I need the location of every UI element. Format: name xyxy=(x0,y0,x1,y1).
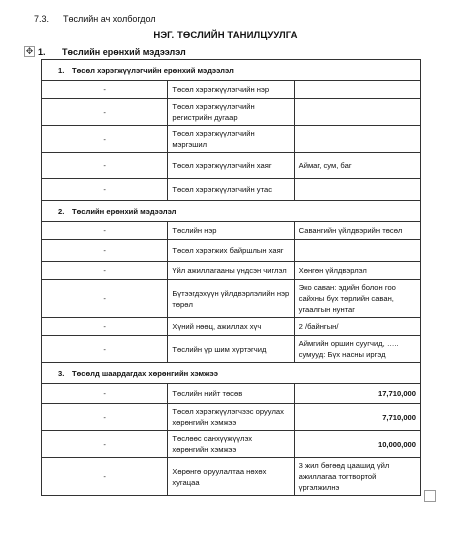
row-label: Хүний нөөц, ажиллах хүч xyxy=(168,318,294,336)
table-row xyxy=(42,336,421,363)
row-dash: - xyxy=(42,384,168,404)
row-label: Төсөл хэрэгжүүлэгчийн нэр xyxy=(168,81,294,99)
section-number: 1. xyxy=(38,47,46,57)
subsection-number: 1. xyxy=(58,65,65,75)
row-label: Хөрөнгө оруулалтаа нөхөх хугацаа xyxy=(168,458,294,496)
row-value[interactable]: 17,710,000 xyxy=(294,384,420,404)
row-value[interactable]: 10,000,000 xyxy=(294,431,420,458)
table-row xyxy=(42,179,421,201)
row-value[interactable]: Аймаг, сум, баг xyxy=(294,153,420,179)
row-label: Төслөөс санхүүжүүлэх хөрөнгийн хэмжээ xyxy=(168,431,294,458)
row-label: Төслийн нэр xyxy=(168,222,294,240)
subsection-row-2 xyxy=(42,201,421,222)
row-label: Төсөл хэрэгжүүлэгчийн регистрийн дугаар xyxy=(168,99,294,126)
row-dash: - xyxy=(42,153,168,179)
table-row xyxy=(42,262,421,280)
row-dash: - xyxy=(42,179,168,201)
row-label: Төсөл хэрэгжүүлэгчээс оруулах хөрөнгийн хэмжээ xyxy=(168,404,294,431)
row-value[interactable]: Хөнгөн үйлдвэрлэл xyxy=(294,262,420,280)
row-dash: - xyxy=(42,99,168,126)
subsection-number: 3. xyxy=(58,368,65,378)
item-7-3-line xyxy=(34,14,156,24)
row-dash: - xyxy=(42,318,168,336)
row-label: Төсөл хэрэгжүүлэгчийн утас xyxy=(168,179,294,201)
row-dash: - xyxy=(42,222,168,240)
table-row xyxy=(42,222,421,240)
section-label: Төслийн ерөнхий мэдээлэл xyxy=(62,47,186,57)
row-dash: - xyxy=(42,280,168,318)
row-label: Төслийн үр шим хүртэгчид xyxy=(168,336,294,363)
row-label: Төсөл хэрэгжих байршлын хаяг xyxy=(168,240,294,262)
table-row xyxy=(42,404,421,431)
item-number: 7.3. xyxy=(34,14,50,24)
row-label: Төсөл хэрэгжүүлэгчийн мэргэшил xyxy=(168,126,294,153)
row-value[interactable]: Савангийн үйлдвэрийн төсөл xyxy=(294,222,420,240)
row-label: Бүтээгдэхүүн үйлдвэрлэлийн нэр төрөл xyxy=(168,280,294,318)
subsection-label: Төсөлд шаардагдах хөрөнгийн хэмжээ xyxy=(72,368,218,378)
table-row xyxy=(42,318,421,336)
row-value[interactable]: Эко саван: эдийн болон гоо сайхны бүх төрлийн саван, угаалгын нунтаг xyxy=(294,280,420,318)
table-row xyxy=(42,280,421,318)
table-row xyxy=(42,81,421,99)
document-title: НЭГ. ТӨСЛИЙН ТАНИЛЦУУЛГА xyxy=(153,30,298,41)
table-row xyxy=(42,384,421,404)
section-heading xyxy=(38,47,186,57)
table-row xyxy=(42,431,421,458)
table-row xyxy=(42,126,421,153)
row-value[interactable]: 3 жил бөгөөд цаашид үйл ажиллагаа тогтвортой үргэлжилнэ xyxy=(294,458,420,496)
table-row xyxy=(42,458,421,496)
row-dash: - xyxy=(42,126,168,153)
row-dash: - xyxy=(42,458,168,496)
table-resize-handle-icon[interactable] xyxy=(424,490,436,502)
row-dash: - xyxy=(42,81,168,99)
item-text: Төслийн ач холбогдол xyxy=(63,14,156,24)
subsection-label: Төсөл хэрэгжүүлэгчийн ерөнхий мэдээлэл xyxy=(72,65,234,75)
row-value[interactable]: Аймгийн оршин суугчид, ….. сумууд: Бүх насны иргэд xyxy=(294,336,420,363)
subsection-row-1 xyxy=(42,60,421,81)
project-info-table xyxy=(41,59,421,496)
row-value[interactable] xyxy=(294,240,420,262)
table-move-handle-icon[interactable]: ✥ xyxy=(25,46,34,56)
row-dash: - xyxy=(42,404,168,431)
subsection-row-3 xyxy=(42,363,421,384)
table-row xyxy=(42,99,421,126)
table-row xyxy=(42,153,421,179)
row-dash: - xyxy=(42,431,168,458)
subsection-label: Төслийн ерөнхий мэдээлэл xyxy=(72,206,177,216)
row-value[interactable] xyxy=(294,99,420,126)
row-value[interactable] xyxy=(294,81,420,99)
row-value[interactable] xyxy=(294,126,420,153)
row-value[interactable] xyxy=(294,179,420,201)
row-dash: - xyxy=(42,262,168,280)
row-label: Төсөл хэрэгжүүлэгчийн хаяг xyxy=(168,153,294,179)
row-value[interactable]: 7,710,000 xyxy=(294,404,420,431)
row-value[interactable]: 2 /байнгын/ xyxy=(294,318,420,336)
table-row xyxy=(42,240,421,262)
row-label: Төслийн нийт төсөв xyxy=(168,384,294,404)
row-label: Үйл ажиллагааны үндсэн чиглэл xyxy=(168,262,294,280)
row-dash: - xyxy=(42,336,168,363)
subsection-number: 2. xyxy=(58,206,65,216)
row-dash: - xyxy=(42,240,168,262)
